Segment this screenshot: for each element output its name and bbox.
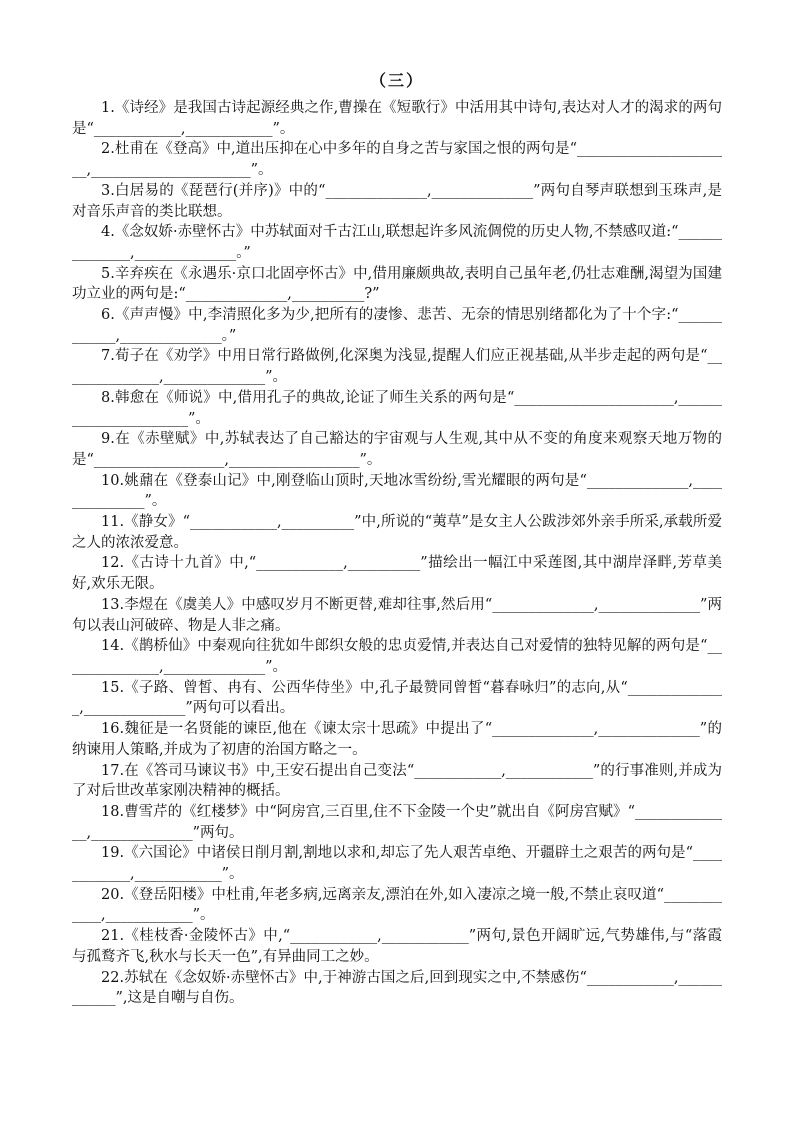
question-item: 3.白居易的《琵琶行(并序)》中的“______________,______________”两句自琴声联想到玉珠声,是对音乐声音的类比联想。 <box>72 182 722 220</box>
question-item: 19.《六国论》中诸侯日削月割,割地以求和,却忘了先人艰苦卓绝、开疆辟土之艰苦的两句是“____________,____________”。 <box>72 845 722 883</box>
question-item: 6.《声声慢》中,李清照化多为少,把所有的凄惨、悲苦、无奈的情思别绪都化为了十个字:“____________,______________。” <box>72 307 722 344</box>
question-item: 4.《念奴娇·赤壁怀古》中苏轼面对千古江山,联想起许多风流倜傥的历史人物,不禁感叹道:“______________,______________。” <box>72 224 722 261</box>
question-item: 5.辛弃疾在《永遇乐·京口北固亭怀古》中,借用廉颇典故,表明自己虽年老,仍壮志难酬,渴望为国建功立业的两句是:“______________,__________?” <box>72 265 722 303</box>
question-item: 16.魏征是一名贤能的谏臣,他在《谏太宗十思疏》中提出了“______________,______________”的纳谏用人策略,并成为了初唐的治国方略之一。 <box>72 721 722 758</box>
question-item: 14.《鹊桥仙》中秦观向往犹如牛郎织女般的忠贞爱情,并表达自己对爱情的独特见解的两句是“______________,______________”。 <box>72 638 722 675</box>
question-item: 17.在《答司马谏议书》中,王安石提出自己变法“____________,____________”的行事准则,并成为了对后世改革家刚决精神的概括。 <box>72 762 722 800</box>
question-item: 18.曹雪芹的《红楼梦》中“阿房宫,三百里,住不下金陵一个史”就出自《阿房宫赋》“______________,______________”两句。 <box>72 803 722 841</box>
worksheet <box>72 70 722 1009</box>
question-item: 10.姚鼐在《登泰山记》中,刚登临山顶时,天地冰雪纷纷,雪光耀眼的两句是“______________,______________”。 <box>72 472 722 510</box>
section-title: （三） <box>369 71 424 90</box>
question-item: 9.在《赤壁赋》中,苏轼表达了自己豁达的宇宙观与人生观,其中从不变的角度来观察天地万物的是“__________________,__________________”。 <box>72 431 722 468</box>
question-item: 13.李煜在《虞美人》中感叹岁月不断更替,难却往事,然后用“______________,______________”两句以表山河破碎、物是人非之痛。 <box>72 596 722 634</box>
question-item: 7.荀子在《劝学》中用日常行路做例,化深奥为浅显,提醒人们应正视基础,从半步走起的两句是“______________,______________”。 <box>72 348 722 386</box>
question-item: 20.《登岳阳楼》中杜甫,年老多病,远离亲友,漂泊在外,如入凄凉之境一般,不禁止哀叹道“____________,____________”。 <box>72 886 722 924</box>
question-item: 1.《诗经》是我国古诗起源经典之作,曹操在《短歌行》中活用其中诗句,表达对人才的渴求的两句是“____________,____________”。 <box>72 100 722 137</box>
question-item: 2.杜甫在《登高》中,道出压抑在心中多年的自身之苦与家国之恨的两句是“______________________,______________________”。 <box>72 141 722 179</box>
question-item: 11.《静女》“____________,__________”中,所说的“荑草”是女主人公跋涉郊外亲手所采,承载所爱之人的浓浓爱意。 <box>72 514 722 551</box>
question-item: 21.《桂枝香·金陵怀古》中,“____________,____________”两句,景色开阔旷远,气势雄伟,与“落霞与孤鹜齐飞,秋水与长天一色”,有异曲同工之妙。 <box>72 928 722 965</box>
question-item: 8.韩愈在《师说》中,借用孔子的典故,论证了师生关系的两句是“______________________,______________________”。 <box>72 389 722 427</box>
question-item: 22.苏轼在《念奴娇·赤壁怀古》中,于神游古国之后,回到现实之中,不禁感伤“____________,____________”,这是自嘲与自伤。 <box>72 969 722 1007</box>
question-item: 12.《古诗十九首》中,“____________,__________”描绘出一幅江中采莲图,其中湖岸泽畔,芳草美好,欢乐无限。 <box>72 555 722 593</box>
question-item: 15.《子路、曾皙、冉有、公西华侍坐》中,孔子最赞同曾皙“暮春咏归”的志向,从“______________,______________”两句可以看出。 <box>72 679 722 717</box>
question-list <box>72 98 722 1009</box>
